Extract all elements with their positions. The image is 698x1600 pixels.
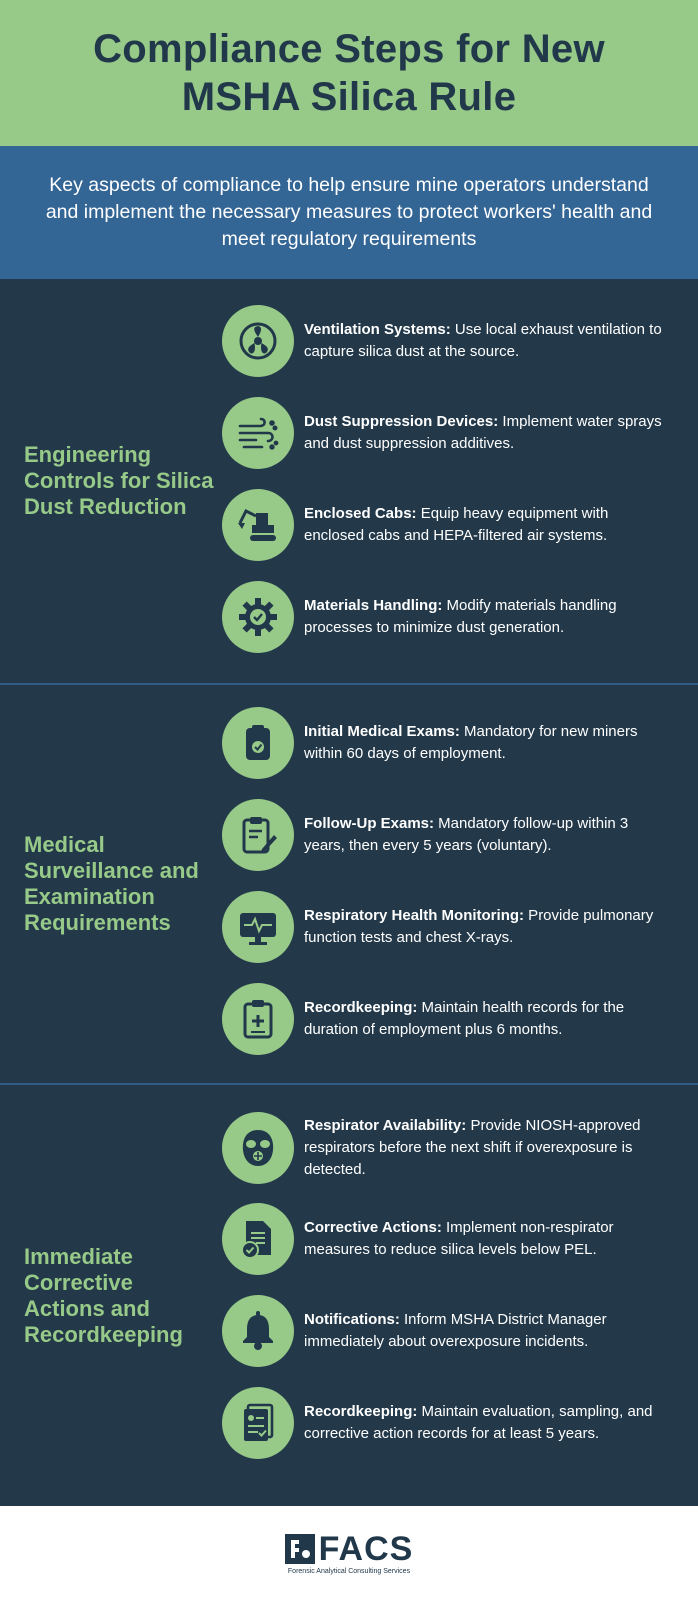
page-title	[93, 25, 605, 121]
item-text: Respiratory Health Monitoring: Provide pulmonary function tests and chest X-rays.	[304, 907, 654, 946]
title-banner	[0, 0, 698, 146]
item-text: Follow-Up Exams: Mandatory follow-up within 3 years, then every 5 years (voluntary).	[304, 815, 629, 854]
bell-icon	[222, 1295, 294, 1367]
list-item	[222, 1111, 698, 1185]
section-heading: Engineering Controls for Silica Dust Reduction	[24, 442, 214, 519]
medical-clipboard-icon	[222, 983, 294, 1055]
fan-icon	[222, 305, 294, 377]
item-text: Initial Medical Exams: Mandatory for new miners within 60 days of employment.	[304, 723, 638, 762]
clipboard-pen-icon	[222, 799, 294, 871]
list-item	[222, 799, 698, 871]
item-text: Materials Handling: Modify materials handling processes to minimize dust generation.	[304, 597, 617, 636]
section-heading: Immediate Corrective Actions and Recordkeeping	[24, 1244, 183, 1347]
item-list	[222, 707, 698, 1055]
item-text: Notifications: Inform MSHA District Manager immediately about overexposure incidents.	[304, 1311, 607, 1350]
excavator-icon	[222, 489, 294, 561]
section-medical-surveillance	[0, 685, 698, 1085]
logo-subtitle: Forensic Analytical Consulting Services	[287, 1567, 411, 1575]
item-text: Respirator Availability: Provide NIOSH-approved respirators before the next shift if overexposure is detected.	[304, 1117, 641, 1178]
clipboard-check-icon	[222, 707, 294, 779]
list-item	[222, 707, 698, 779]
heart-monitor-icon	[222, 891, 294, 963]
item-text: Ventilation Systems: Use local exhaust ventilation to capture silica dust at the source.	[304, 321, 662, 360]
list-item	[222, 581, 698, 653]
item-text: Enclosed Cabs: Equip heavy equipment with enclosed cabs and HEPA-filtered air systems.	[304, 505, 609, 544]
intro-text: Key aspects of compliance to help ensure mine operators understand and implement the necessary measures to protect workers' health and meet regulatory requirements	[45, 174, 653, 250]
list-item	[222, 1295, 698, 1367]
list-item	[222, 1387, 698, 1459]
wind-dust-icon	[222, 397, 294, 469]
list-item	[222, 397, 698, 469]
list-item	[222, 983, 698, 1055]
item-list	[222, 305, 698, 653]
sections-container	[0, 279, 698, 1507]
section-engineering-controls	[0, 279, 698, 685]
records-icon	[222, 1387, 294, 1459]
list-item	[222, 891, 698, 963]
intro-banner	[0, 146, 698, 279]
item-list	[222, 1111, 698, 1459]
gear-check-icon	[222, 581, 294, 653]
logo-mark-icon	[285, 1534, 315, 1564]
section-corrective-actions	[0, 1085, 698, 1507]
footer	[0, 1506, 698, 1600]
gas-mask-icon	[222, 1112, 294, 1184]
document-check-icon	[222, 1203, 294, 1275]
list-item	[222, 489, 698, 561]
item-text: Dust Suppression Devices: Implement water sprays and dust suppression additives.	[304, 413, 662, 452]
list-item	[222, 1203, 698, 1275]
item-text: Recordkeeping: Maintain health records for the duration of employment plus 6 months.	[304, 999, 625, 1038]
item-text: Recordkeeping: Maintain evaluation, sampling, and corrective action records for at least 5 years.	[304, 1403, 653, 1442]
list-item	[222, 305, 698, 377]
logo-text: FACS	[318, 1529, 414, 1568]
title-line-1: Compliance Steps for New	[93, 27, 605, 71]
facs-logo	[285, 1529, 414, 1575]
section-heading: Medical Surveillance and Examination Requirements	[24, 832, 199, 935]
title-line-2: MSHA Silica Rule	[181, 75, 517, 119]
item-text: Corrective Actions: Implement non-respirator measures to reduce silica levels below PEL.	[304, 1219, 614, 1258]
